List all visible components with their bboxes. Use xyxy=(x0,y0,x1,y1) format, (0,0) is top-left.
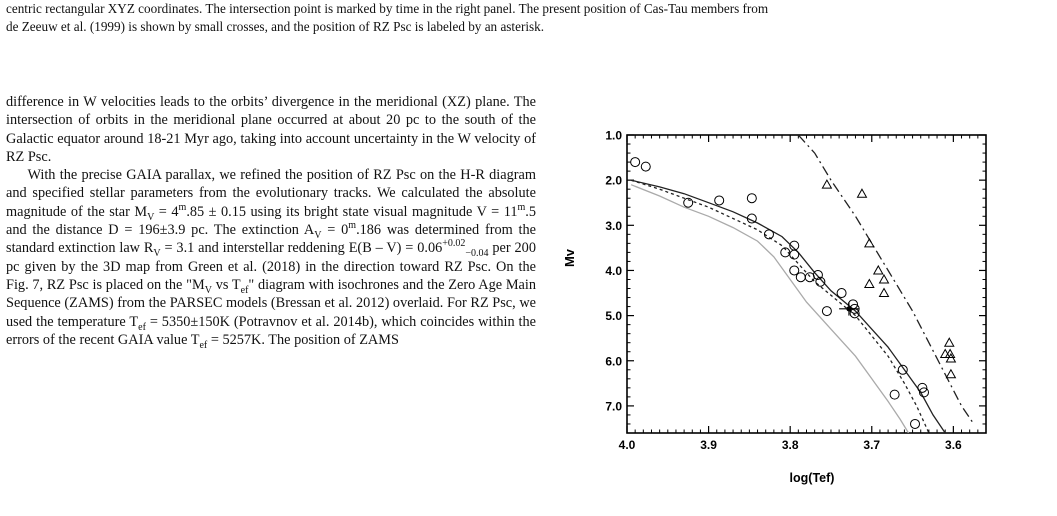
x-tick-label: 3.8 xyxy=(781,438,799,452)
isochrone-curve-3 xyxy=(631,185,908,433)
x-axis-label: log(Tef) xyxy=(789,471,835,485)
p2-seg: .186 was determined from the standard extinction law R xyxy=(6,222,536,257)
y-tick-label: 3.0 xyxy=(605,218,622,233)
p2-seg: .5 and the distance D = 196±3.9 pc. The extinction A xyxy=(6,203,536,239)
y-tick-label: 6.0 xyxy=(605,354,622,369)
star-circle-marker xyxy=(641,162,650,171)
p2-sup: m xyxy=(348,220,357,232)
star-circle-marker xyxy=(631,158,640,167)
paragraph-1: difference in W velocities leads to the orbits’ divergence in the meridional (XZ) plane. The intersection of orbits in the meridional plane occurred at about 20 pc to the south of the Galactic equator around 18-21 Myr ago, taking into account uncertainty in the W velocity of RZ Psc. xyxy=(6,94,536,165)
star-triangle-marker xyxy=(880,289,889,297)
p2-seg: = 5257K. The position of ZAMS xyxy=(207,331,399,348)
p2-sub: ef xyxy=(138,321,146,333)
p2-sup: m xyxy=(517,202,526,214)
p2-seg: = 0 xyxy=(321,222,349,239)
star-circle-marker xyxy=(822,307,831,316)
p2-seg: vs T xyxy=(211,276,241,293)
star-circle-marker xyxy=(837,289,846,298)
p2-seg: .85 ± 0.15 using its bright state visual magnitude V = 11 xyxy=(186,203,518,220)
p2-sub: V xyxy=(314,229,322,241)
star-triangle-marker xyxy=(874,266,883,274)
star-circle-marker xyxy=(911,419,920,428)
p2-sub: −0.04 xyxy=(465,248,489,260)
x-tick-label: 4.0 xyxy=(618,438,636,452)
rzpsc-marker xyxy=(846,306,851,311)
p2-seg: With the precise GAIA parallax, we refined the position of RZ Psc on the H-R diagram and specified stellar parameters from the evolutionary tracks. We calculated the absolute magnitude of the star M xyxy=(6,167,536,220)
star-triangle-marker xyxy=(880,275,889,283)
star-triangle-marker xyxy=(822,180,831,188)
star-circle-marker xyxy=(764,230,773,239)
p2-seg: = 5350±150K (Potravnov et al. 2014b), which coincides within the errors of the recent GAIA value T xyxy=(6,313,536,348)
caption-line-2: de Zeeuw et al. (1999) is shown by small crosses, and the position of RZ Psc is labeled by an asterisk. xyxy=(6,19,545,34)
star-circle-marker xyxy=(747,194,756,203)
p2-sub: V xyxy=(153,248,161,260)
y-tick-label: 1.0 xyxy=(605,128,622,143)
isochrone-curve-1 xyxy=(631,180,945,433)
p2-seg: per 200 pc given by the 3D map from Green et al. (2018) in the direction toward RZ Psc. On the Fig. 7, RZ Psc is placed on the "M xyxy=(6,240,536,293)
star-circle-marker xyxy=(790,250,799,259)
star-circle-marker xyxy=(805,273,814,282)
body-text-column xyxy=(6,93,536,349)
x-tick-label: 3.7 xyxy=(863,438,881,452)
y-tick-label: 7.0 xyxy=(605,399,622,414)
y-tick-label: 5.0 xyxy=(605,309,622,324)
caption-line-1: centric rectangular XYZ coordinates. The intersection point is marked by time in the right panel. The present position of Cas-Tau members from xyxy=(6,1,769,16)
star-triangle-marker xyxy=(865,280,874,288)
y-tick-label: 2.0 xyxy=(605,173,622,188)
star-circle-marker xyxy=(715,196,724,205)
star-triangle-marker xyxy=(945,338,954,346)
y-axis-label: Mv xyxy=(562,248,577,268)
y-tick-label: 4.0 xyxy=(605,263,622,278)
star-triangle-marker xyxy=(946,370,955,378)
p2-sub: V xyxy=(204,284,212,296)
hr-diagram-chart xyxy=(560,120,1040,500)
star-triangle-marker xyxy=(946,354,955,362)
p2-sub: ef xyxy=(240,284,249,296)
p2-sup: +0.02 xyxy=(442,238,466,250)
x-tick-label: 3.6 xyxy=(945,438,962,452)
p2-seg: = 3.1 and interstellar reddening E(B – V) = 0.06 xyxy=(160,240,443,257)
p2-seg: = 4 xyxy=(154,203,179,220)
p2-seg: " diagram with isochrones and the Zero Age Main Sequence (ZAMS) from the PARSEC models (Bressan et al. 2012) overlaid. For RZ Psc, we used the temperature T xyxy=(6,276,537,330)
p2-sub: V xyxy=(147,211,155,223)
p2-sup: m xyxy=(178,202,187,214)
p2-sub: ef xyxy=(199,339,208,351)
x-tick-label: 3.9 xyxy=(700,438,717,452)
star-circle-marker xyxy=(796,273,805,282)
figure-caption xyxy=(6,0,1051,36)
star-circle-marker xyxy=(890,390,899,399)
plot-frame xyxy=(627,135,986,433)
hr-diagram-figure xyxy=(560,120,1040,500)
paragraph-2 xyxy=(6,166,536,349)
star-triangle-marker xyxy=(857,189,866,197)
